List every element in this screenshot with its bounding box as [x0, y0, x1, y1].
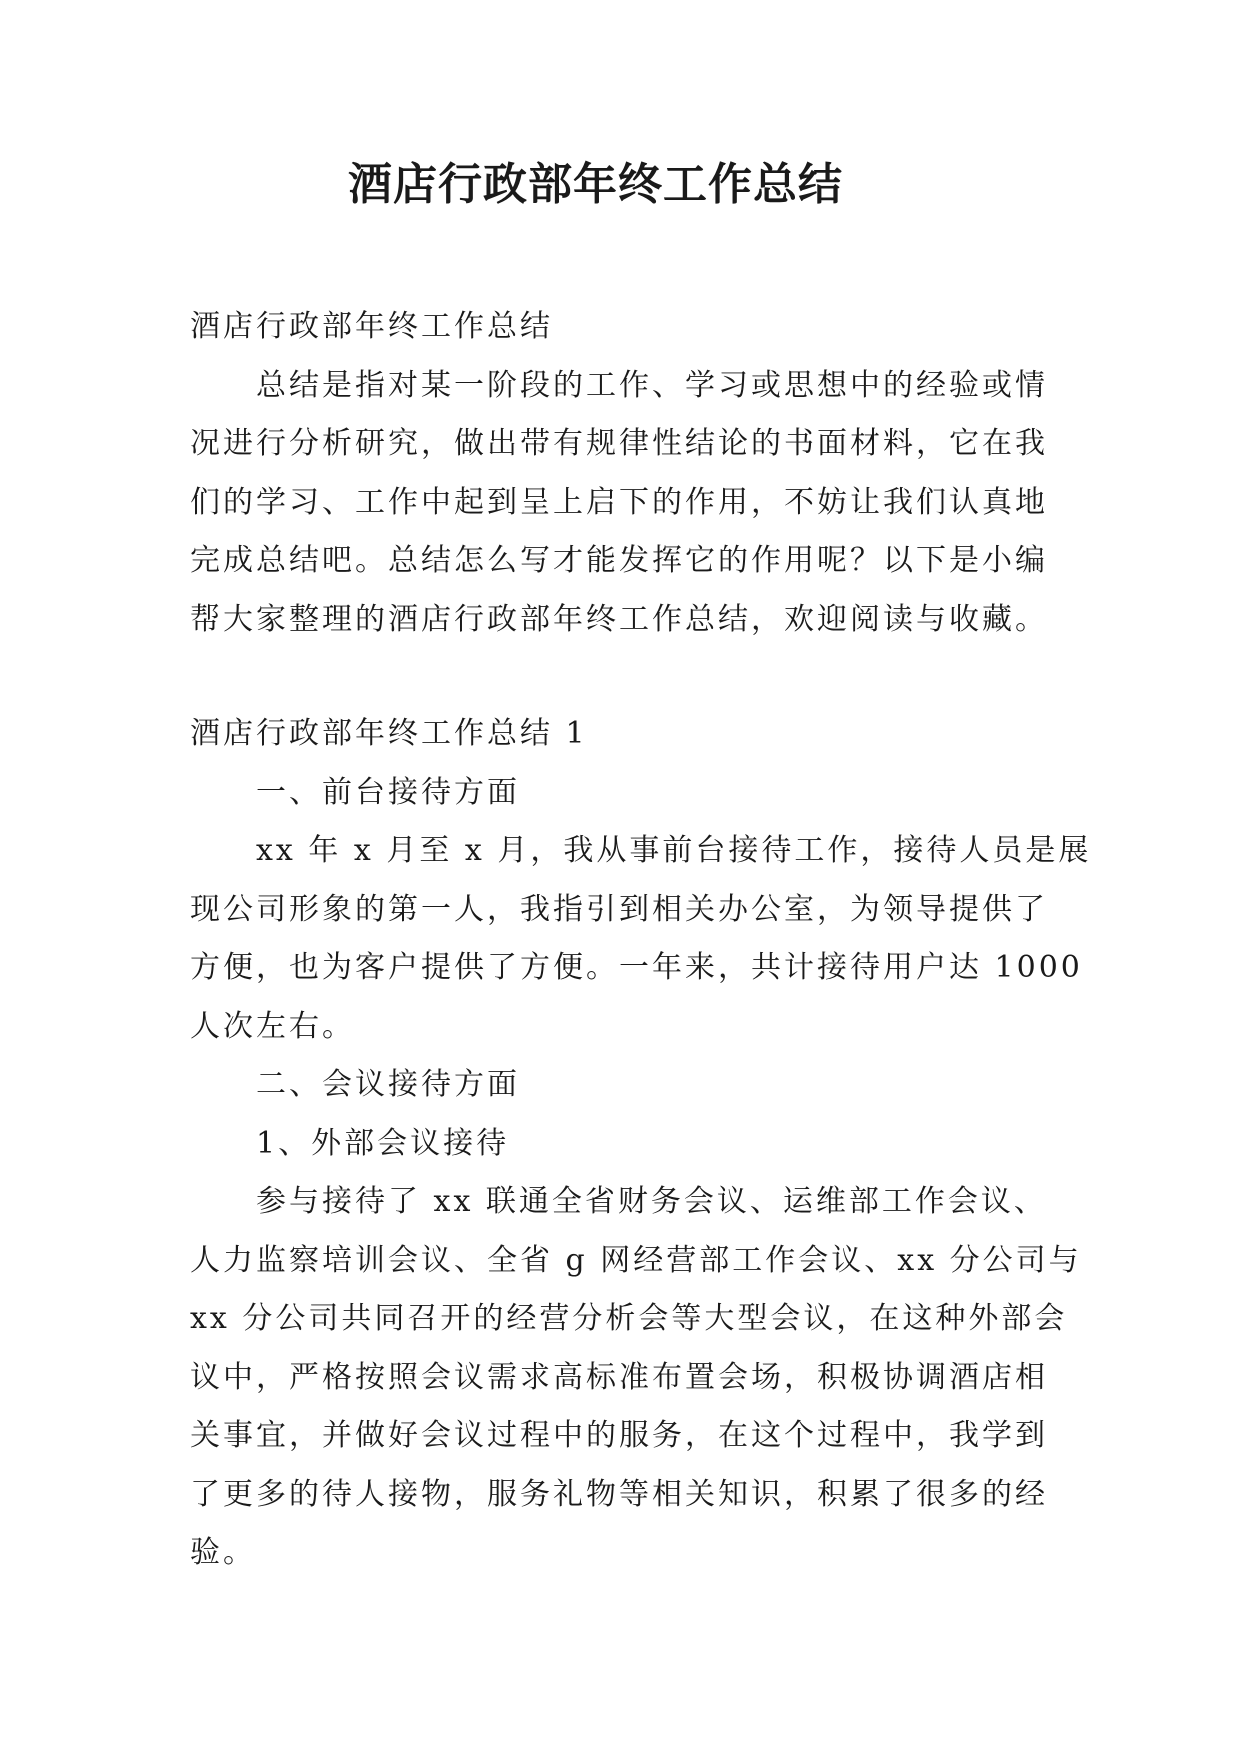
body-line: 关事宜，并做好会议过程中的服务，在这个过程中，我学到	[190, 1418, 1048, 1453]
sub-heading: 1、外部会议接待	[256, 1125, 510, 1161]
body-line: xx 分公司共同召开的经营分析会等大型会议，在这种外部会	[190, 1301, 1068, 1336]
intro-line: 们的学习、工作中起到呈上启下的作用，不妨让我们认真地	[190, 484, 1048, 520]
intro-line: 总结是指对某一阶段的工作、学习或思想中的经验或情	[256, 367, 1048, 403]
intro-line: 况进行分析研究，做出带有规律性结论的书面材料，它在我	[190, 426, 1048, 461]
intro-line: 帮大家整理的酒店行政部年终工作总结，欢迎阅读与收藏。	[190, 601, 1048, 637]
intro-heading: 酒店行政部年终工作总结	[190, 309, 553, 344]
intro-line: 完成总结吧。总结怎么写才能发挥它的作用呢？以下是小编	[190, 543, 1048, 578]
spacer	[190, 220, 941, 298]
body-line: 验。	[190, 1535, 256, 1570]
body-line: 参与接待了 xx 联通全省财务会议、运维部工作会议、	[256, 1184, 1047, 1219]
part-heading: 一、前台接待方面	[256, 774, 520, 810]
body-line: 了更多的待人接物，服务礼物等相关知识，积累了很多的经	[190, 1476, 1048, 1512]
body-line: 人力监察培训会议、全省 g 网经营部工作会议、xx 分公司与	[190, 1242, 1082, 1278]
body-line: 人次左右。	[190, 1008, 355, 1044]
body-line: 议中，严格按照会议需求高标准布置会场，积极协调酒店相	[190, 1359, 1048, 1395]
body-line: 方便，也为客户提供了方便。一年来，共计接待用户达 1000	[190, 950, 1083, 985]
body-line: xx 年 x 月至 x 月，我从事前台接待工作，接待人员是展	[256, 833, 1092, 868]
body-line: 现公司形象的第一人，我指引到相关办公室，为领导提供了	[190, 891, 1048, 927]
document-title: 酒店行政部年终工作总结	[348, 159, 843, 210]
part-heading: 二、会议接待方面	[256, 1067, 520, 1102]
spacer	[190, 649, 941, 705]
section-heading: 酒店行政部年终工作总结 1	[190, 716, 588, 751]
